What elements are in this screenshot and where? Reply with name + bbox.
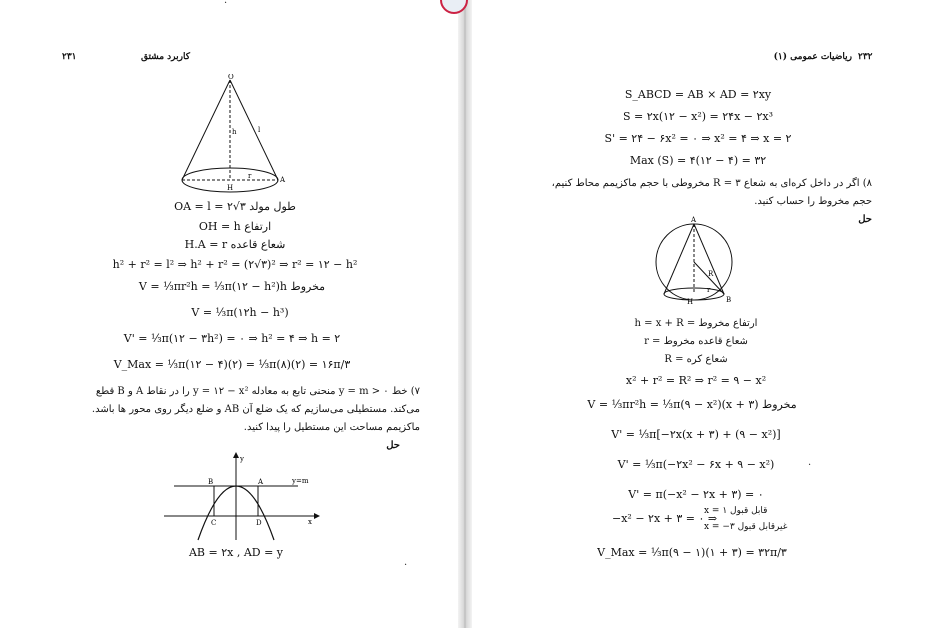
sphere-h-label: H [687, 298, 694, 306]
left-solution-label: حل [386, 440, 400, 451]
top-dot: · [224, 0, 228, 9]
left-problem-line-2: می‌کند. مستطیلی می‌سازیم که یک ضلع آن AB و ضلع دیگر روی محور ها باشد. [91, 404, 420, 415]
x-axis-arrow [314, 513, 320, 519]
point-a-label: A [280, 176, 286, 184]
right-header-title: ریاضیات عمومی (۱) [773, 52, 852, 62]
left-final-line: AB = ۲x , AD = y [188, 546, 284, 559]
sphere-r-label: r [707, 286, 711, 294]
y-axis-arrow [233, 452, 239, 458]
right-line-10: V' = ⅓π[−۲x(x + ۳) + (۹ − x²)] [611, 428, 781, 441]
left-problem-line-1: ۷) خط y = m > ۰ منحنی تابع به معادله y = ۱۲ − x² را در نقاط A و B قطع [95, 386, 420, 397]
right-page-number: ۲۳۲ [858, 52, 873, 62]
apex-label: O [228, 74, 234, 81]
left-line-5: V = ⅓πr²h = ⅓π(۱۲ − h²)h مخروط [138, 280, 326, 293]
cone-right-edge [230, 80, 278, 180]
cone-figure [176, 74, 286, 202]
right-case-2: x = −۳ غیرقابل قبول [704, 522, 788, 532]
graph-line-label: y=m [292, 477, 309, 485]
radius-label: r [248, 172, 252, 180]
graph-x-label: x [308, 518, 312, 526]
right-line-14: V_Max = ⅓π(۹ − ۱)(۱ + ۳) = ۳۲π/۳ [597, 546, 787, 559]
right-dot: · [808, 460, 812, 471]
left-line-4: h² + r² = l² ⇒ h² + r² = (۲√۳)² ⇒ r² = ۱۲ − h² [112, 258, 358, 271]
right-line-13: −x² − ۲x + ۳ = ۰ ⇒ [612, 512, 718, 525]
right-solution-label: حل [858, 214, 872, 225]
sphere-r-big-label: R [708, 270, 714, 278]
graph-y-label: y [240, 455, 244, 463]
sphere-b-label: B [726, 296, 732, 304]
sphere-figure [652, 214, 742, 308]
left-line-7: V' = ⅓π(۱۲ − ۳h²) = ۰ ⇒ h² = ۴ ⇒ h = ۲ [123, 332, 341, 345]
left-line-6: V = ⅓π(۱۲h − h³) [191, 306, 289, 319]
left-page-number: ۲۳۱ [62, 52, 77, 62]
parabola-graph [158, 452, 320, 542]
right-page [472, 0, 925, 628]
graph-b-label: B [208, 478, 214, 486]
left-line-2: OH = h ارتفاع [198, 220, 272, 233]
left-header-title: کاربرد مشتق [140, 52, 190, 62]
right-line-7: R = شعاع کره [664, 354, 728, 365]
right-problem-line-1: ۸) اگر در داخل کره‌ای به شعاع ۳ = R مخروطی با حجم ماکزیمم محاط کنیم، [551, 178, 872, 189]
right-line-8: x² + r² = R² ⇒ r² = ۹ − x² [625, 374, 767, 387]
slant-label: l [258, 126, 261, 134]
right-line-5: h = x + R = ارتفاع مخروط [634, 318, 758, 329]
left-line-1: OA = l = ۲√۳ طول مولد [174, 200, 296, 213]
right-line-9: V = ⅓πr²h = ⅓π(۹ − x²)(x + ۳) مخروط [587, 398, 797, 411]
right-problem-line-2: حجم مخروط را حساب کنید. [754, 196, 872, 207]
sphere-apex-label: A [691, 216, 697, 224]
left-line-3: H.A = r شعاع قاعده [184, 238, 286, 251]
right-line-2: S = ۲x(۱۲ − x²) = ۲۴x − ۲x³ [622, 110, 774, 123]
left-line-8: V_Max = ⅓π(۱۲ − ۴)(۲) = ⅓π(۸)(۲) = ۱۶π/۳ [113, 358, 351, 371]
center-label: H [227, 184, 234, 192]
book-spine [458, 0, 472, 628]
graph-a-label: A [258, 478, 264, 486]
left-problem-line-3: ماکزیمم مساحت این مستطیل را پیدا کنید. [243, 422, 420, 433]
right-line-1: S_ABCD = AB × AD = ۲xy [624, 88, 772, 101]
right-line-4: Max (S) = ۴(۱۲ − ۴) = ۳۲ [629, 154, 767, 167]
bottom-dot: · [404, 560, 408, 571]
graph-d-label: D [256, 519, 262, 527]
right-line-11: V' = ⅓π(−۲x² − ۶x + ۹ − x²) [617, 458, 775, 471]
graph-c-label: C [211, 519, 217, 527]
left-page [0, 0, 458, 628]
right-line-3: S' = ۲۴ − ۶x² = ۰ ⇒ x² = ۴ ⇒ x = ۲ [604, 132, 792, 145]
cone-left-edge [182, 80, 230, 180]
height-label: h [232, 128, 237, 136]
right-line-12: V' = π(−x² − ۲x + ۳) = ۰ [628, 488, 764, 501]
right-line-6: r = شعاع قاعده مخروط [644, 336, 748, 347]
right-case-1: x = ۱ قابل قبول [704, 506, 768, 516]
